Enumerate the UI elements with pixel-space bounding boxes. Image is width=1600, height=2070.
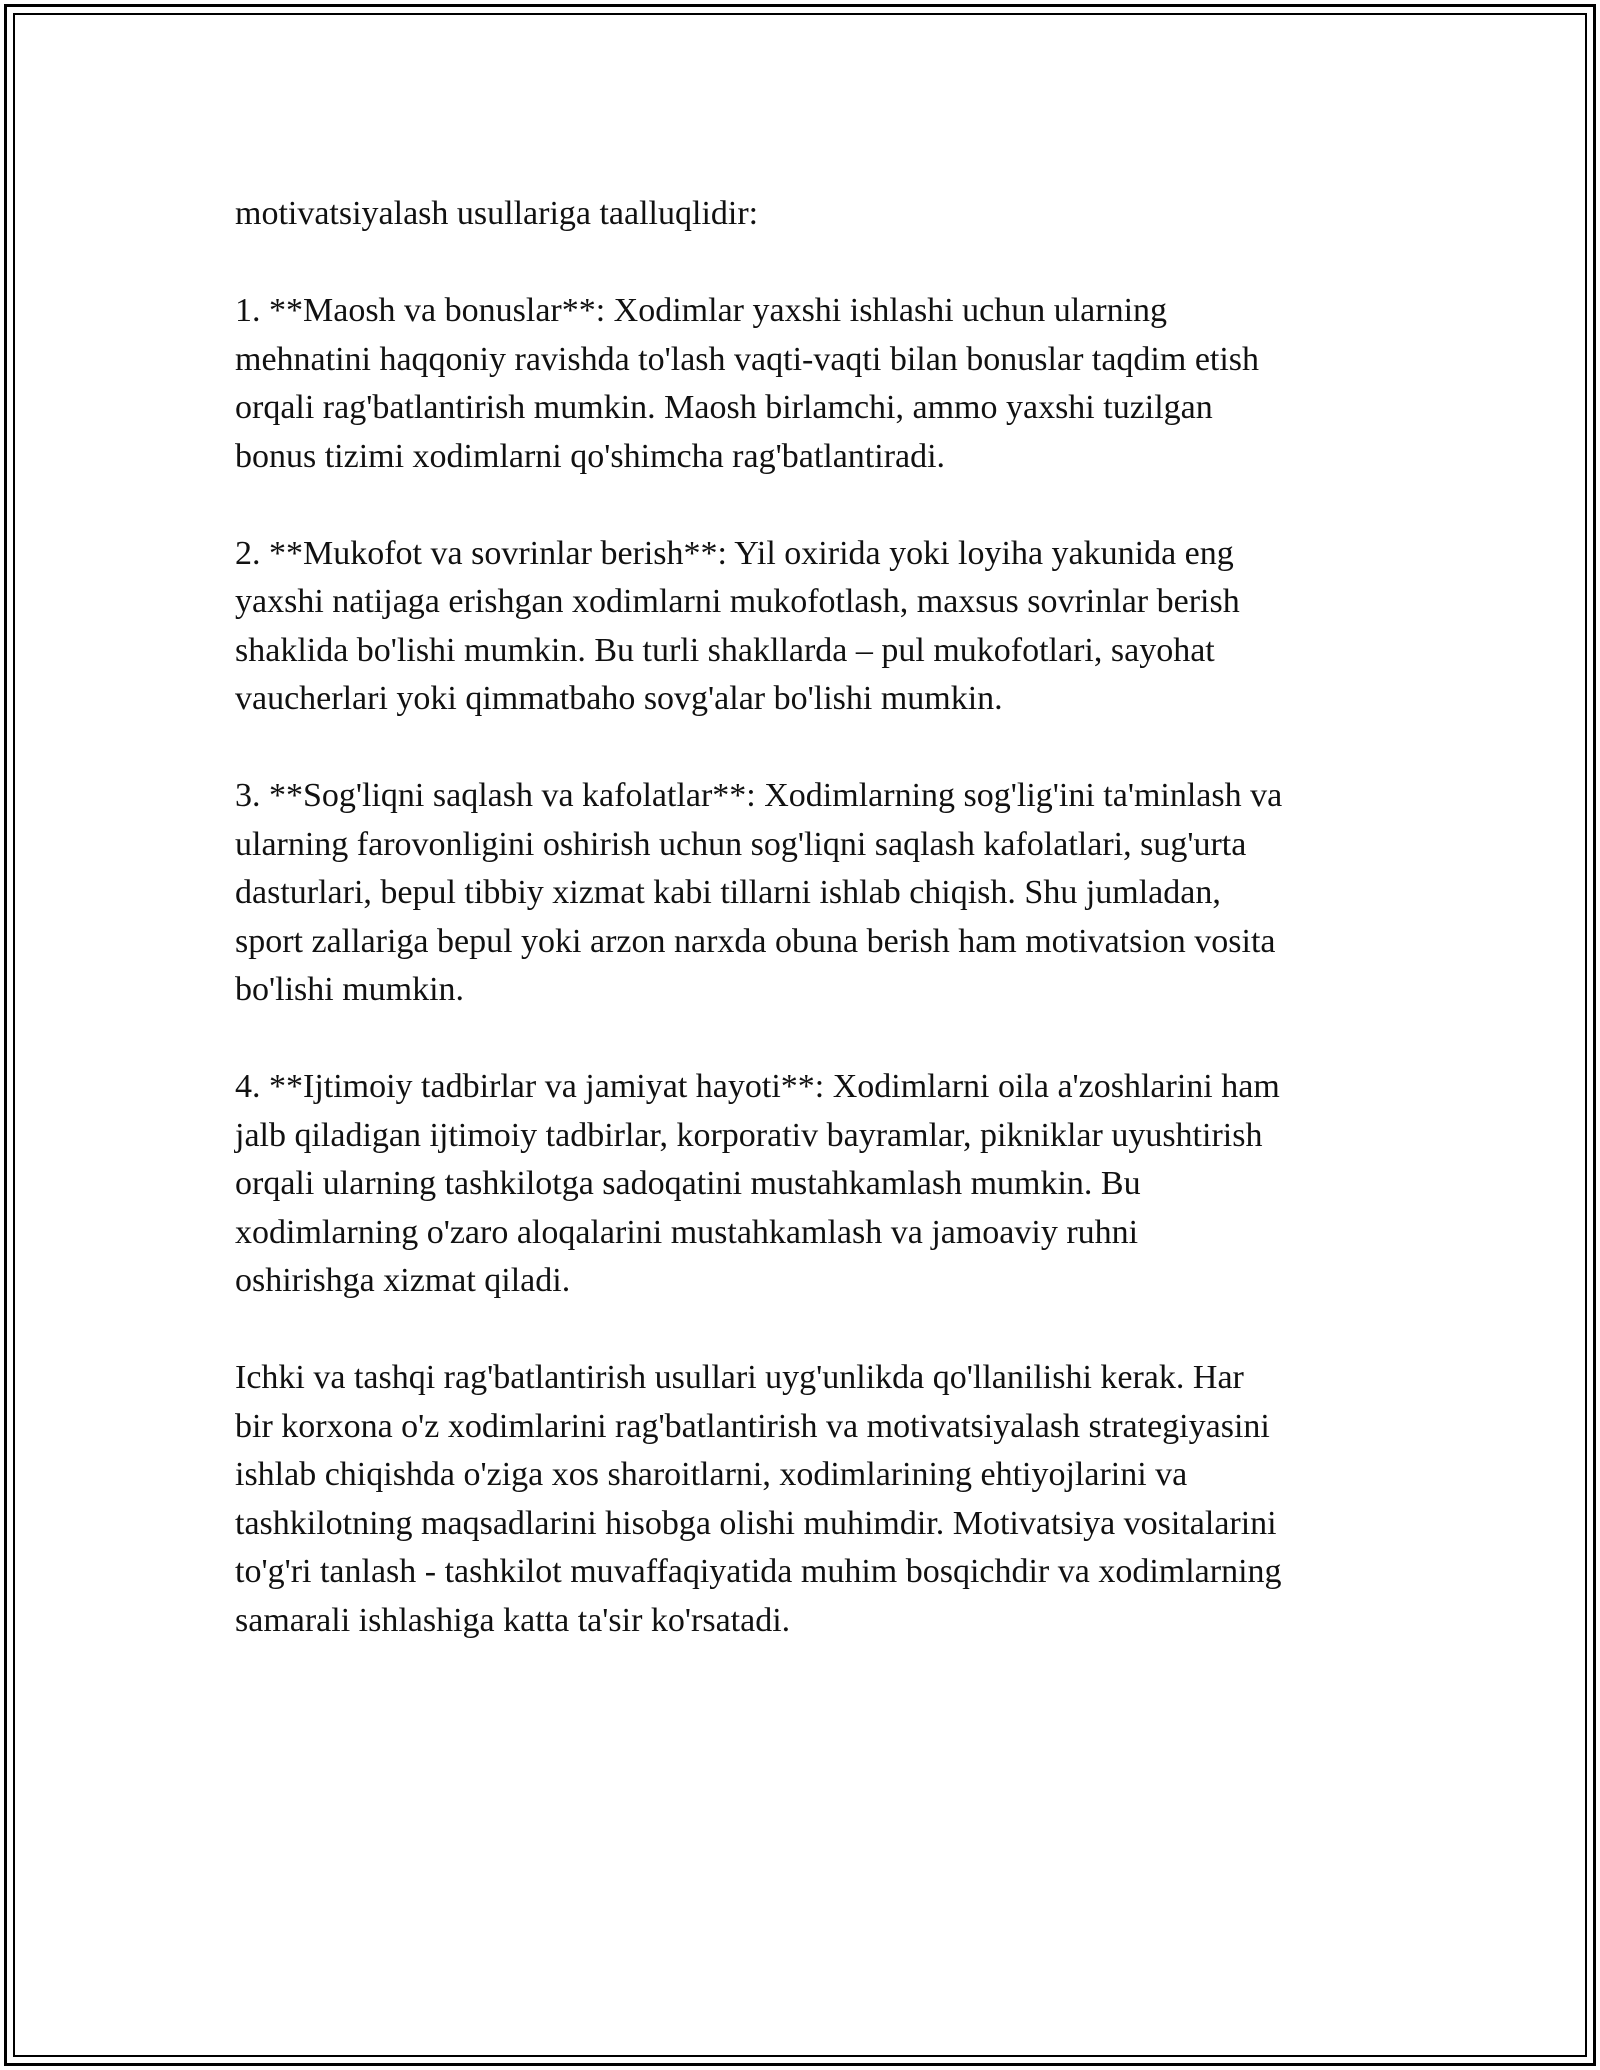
document-body [235, 190, 1380, 1645]
intro-line: motivatsiyalash usullariga taalluqlidir: [235, 195, 759, 232]
list-item-salary-bonuses: 1. **Maosh va bonuslar**: Xodimlar yaxshi ishlashi uchun ularning mehnatini haqqoniy ravishda to'lash vaqti-vaqti bilan bonuslar taqdim etish orqali rag'batlantirish mumkin. Maosh birlamchi, ammo yaxshi tuzilgan bonus tizimi xodimlarni qo'shimcha rag'batlantiradi. [235, 292, 1260, 475]
conclusion-paragraph: Ichki va tashqi rag'batlantirish usullari uyg'unlikda qo'llanilishi kerak. Har bir korxona o'z xodimlarini rag'batlantirish va motivatsiyalash strategiyasini ishlab chiqishda o'ziga xos sharoitlarni, xodimlarining ehtiyojlarini va tashkilotning maqsadlarini hisobga olishi muhimdir. Motivatsiya vositalarini to'g'ri tanlash - tashkilot muvaffaqiyatida muhim bosqichdir va xodimlarning samarali ishlashiga katta ta'sir ko'rsatadi. [235, 1359, 1282, 1639]
list-item-social-events: 4. **Ijtimoiy tadbirlar va jamiyat hayoti**: Xodimlarni oila a'zoshlarini ham jalb qiladigan ijtimoiy tadbirlar, korporativ bayramlar, pikniklar uyushtirish orqali ularning tashkilotga sadoqatini mustahkamlash mumkin. Bu xodimlarning o'zaro aloqalarini mustahkamlash va jamoaviy ruhni oshirishga xizmat qiladi. [235, 1068, 1280, 1299]
list-item-awards-prizes: 2. **Mukofot va sovrinlar berish**: Yil oxirida yoki loyiha yakunida eng yaxshi natijaga erishgan xodimlarni mukofotlash, maxsus sovrinlar berish shaklida bo'lishi mumkin. Bu turli shakllarda – pul mukofotlari, sayohat vaucherlari yoki qimmatbaho sovg'alar bo'lishi mumkin. [235, 534, 1240, 717]
list-item-health-benefits: 3. **Sog'liqni saqlash va kafolatlar**: Xodimlarning sog'lig'ini ta'minlash va ularning farovonligini oshirish uchun sog'liqni saqlash kafolatlari, sug'urta dasturlari, bepul tibbiy xizmat kabi tillarni ishlab chiqish. Shu jumladan, sport zallariga bepul yoki arzon narxda obuna berish ham motivatsion vosita bo'lishi mumkin. [235, 777, 1283, 1008]
